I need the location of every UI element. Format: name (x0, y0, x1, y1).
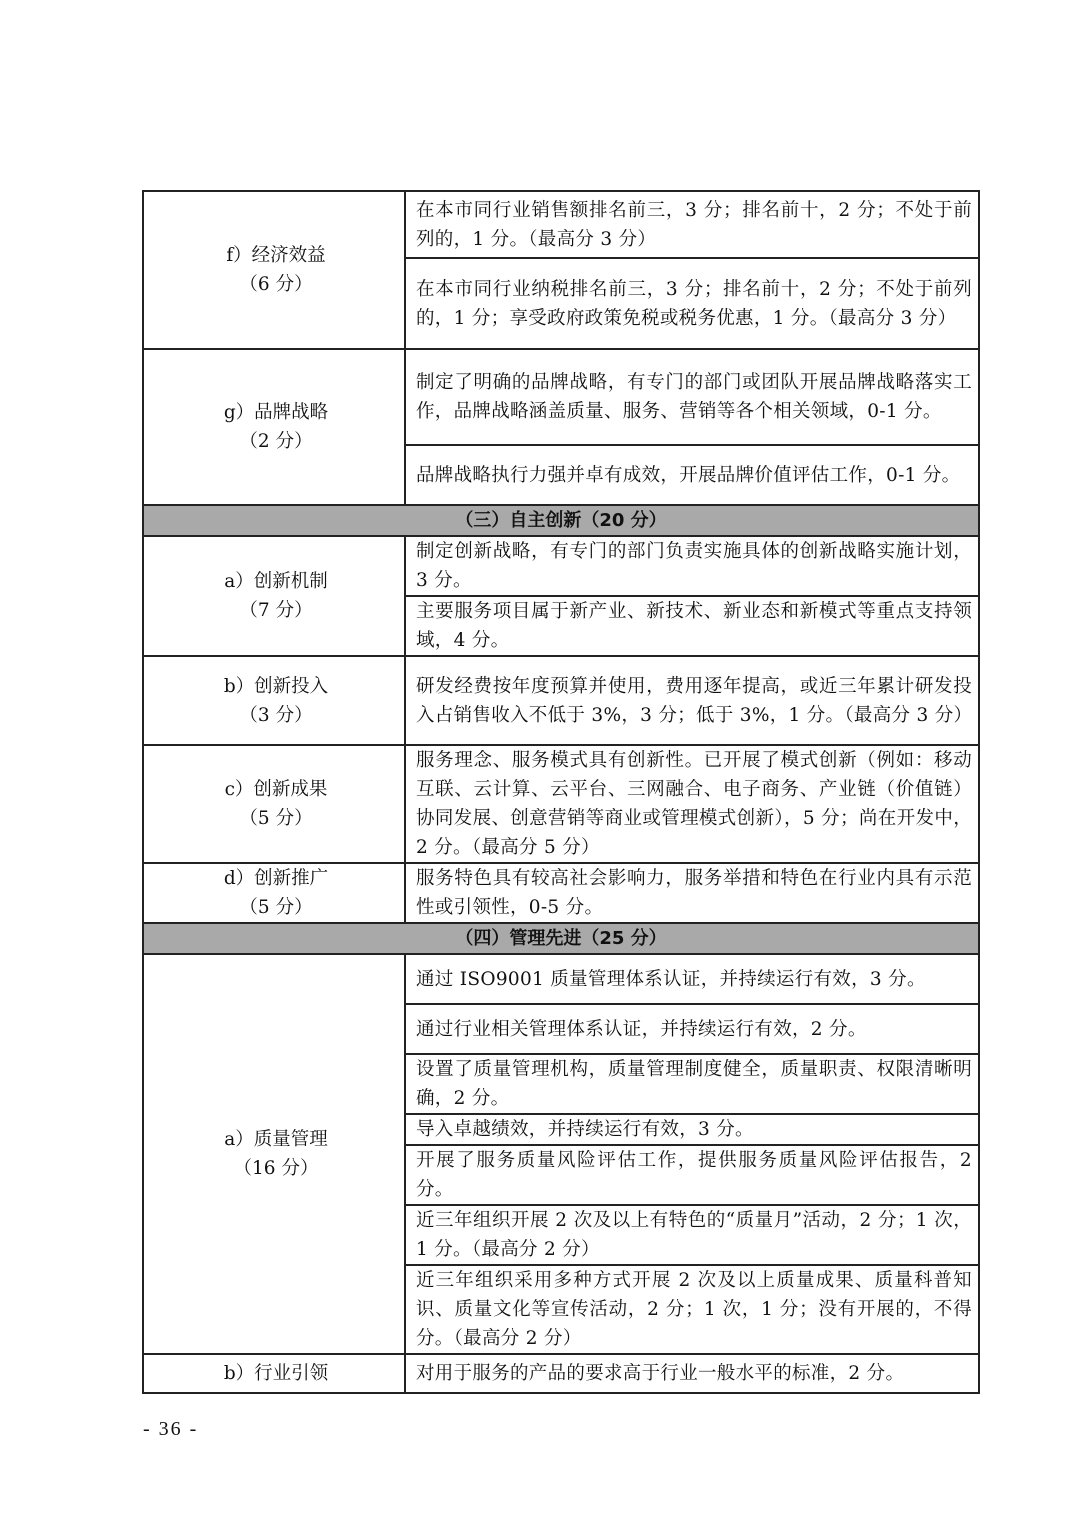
criterion-cell: 制定了明确的品牌战略，有专门的部门或团队开展品牌战略落实工作，品牌战略涵盖质量、服务、营销等各个相关领域，0-1 分。 (405, 349, 979, 445)
criterion-cell: 品牌战略执行力强并卓有成效，开展品牌价值评估工作，0-1 分。 (405, 445, 979, 505)
category-name: c）创新成果 (224, 779, 328, 800)
category-points: （6 分） (239, 274, 313, 295)
category-cell (143, 745, 405, 863)
criterion-cell: 主要服务项目属于新产业、新技术、新业态和新模式等重点支持领域，4 分。 (405, 596, 979, 656)
criterion-cell: 对用于服务的产品的要求高于行业一般水平的标准，2 分。 (405, 1354, 979, 1393)
criterion-cell: 设置了质量管理机构，质量管理制度健全，质量职责、权限清晰明确，2 分。 (405, 1054, 979, 1114)
criterion-cell: 通过 ISO9001 质量管理体系认证，并持续运行有效，3 分。 (405, 954, 979, 1004)
category-points: （2 分） (239, 431, 313, 452)
section-header-row (143, 505, 979, 536)
criterion-cell: 近三年组织开展 2 次及以上有特色的“质量月”活动，2 分；1 次，1 分。（最高分 2 分） (405, 1205, 979, 1265)
section-title: （四）管理先进（25 分） (143, 923, 979, 954)
category-cell (143, 349, 405, 505)
category-points: （3 分） (239, 704, 313, 726)
category-name: g）品牌战略 (223, 402, 329, 423)
table-row (143, 656, 979, 745)
category-cell (143, 863, 405, 923)
criterion-cell: 服务理念、服务模式具有创新性。已开展了模式创新（例如：移动互联、云计算、云平台、三网融合、电子商务、产业链（价值链）协同发展、创意营销等商业或管理模式创新），5 分；尚在开发中，2 分。（最高分 5 分） (405, 745, 979, 863)
page-number: - 36 - (143, 1418, 199, 1440)
section-header-row (143, 923, 979, 954)
criterion-cell: 近三年组织采用多种方式开展 2 次及以上质量成果、质量科普知识、质量文化等宣传活动，2 分；1 次，1 分；没有开展的，不得分。（最高分 2 分） (405, 1265, 979, 1354)
category-name: b）创新投入 (223, 675, 329, 697)
section-title: （三）自主创新（20 分） (143, 505, 979, 536)
category-points: （7 分） (239, 600, 313, 621)
category-name: a）创新机制 (224, 571, 328, 592)
criterion-cell: 制定创新战略，有专门的部门负责实施具体的创新战略实施计划，3 分。 (405, 536, 979, 596)
category-points: （16 分） (233, 1158, 319, 1179)
category-points: （5 分） (239, 897, 313, 918)
table-row (143, 349, 979, 445)
category-points: （5 分） (239, 808, 313, 829)
category-cell (143, 1354, 405, 1393)
category-name: d）创新推广 (223, 868, 329, 889)
category-cell (143, 536, 405, 656)
category-cell (143, 656, 405, 745)
criterion-cell: 在本市同行业销售额排名前三，3 分；排名前十，2 分；不处于前列的，1 分。（最高分 3 分） (405, 191, 979, 258)
category-name: b）行业引领 (223, 1363, 329, 1384)
scoring-table (142, 190, 980, 1394)
criterion-cell: 通过行业相关管理体系认证，并持续运行有效，2 分。 (405, 1004, 979, 1054)
table-row (143, 954, 979, 1004)
criterion-cell: 导入卓越绩效，并持续运行有效，3 分。 (405, 1114, 979, 1145)
table-row (143, 745, 979, 863)
table-row (143, 536, 979, 596)
criterion-cell: 研发经费按年度预算并使用，费用逐年提高，或近三年累计研发投入占销售收入不低于 3%，3 分；低于 3%，1 分。（最高分 3 分） (405, 656, 979, 745)
category-cell (143, 954, 405, 1354)
category-name: f）经济效益 (226, 245, 326, 266)
criterion-cell: 服务特色具有较高社会影响力，服务举措和特色在行业内具有示范性或引领性，0-5 分。 (405, 863, 979, 923)
criterion-cell: 开展了服务质量风险评估工作，提供服务质量风险评估报告，2 分。 (405, 1145, 979, 1205)
category-name: a）质量管理 (224, 1129, 328, 1150)
table-row (143, 191, 979, 258)
table-row (143, 1354, 979, 1393)
category-cell (143, 191, 405, 349)
criterion-cell: 在本市同行业纳税排名前三，3 分；排名前十，2 分；不处于前列的，1 分；享受政府政策免税或税务优惠，1 分。（最高分 3 分） (405, 258, 979, 349)
table-row (143, 863, 979, 923)
